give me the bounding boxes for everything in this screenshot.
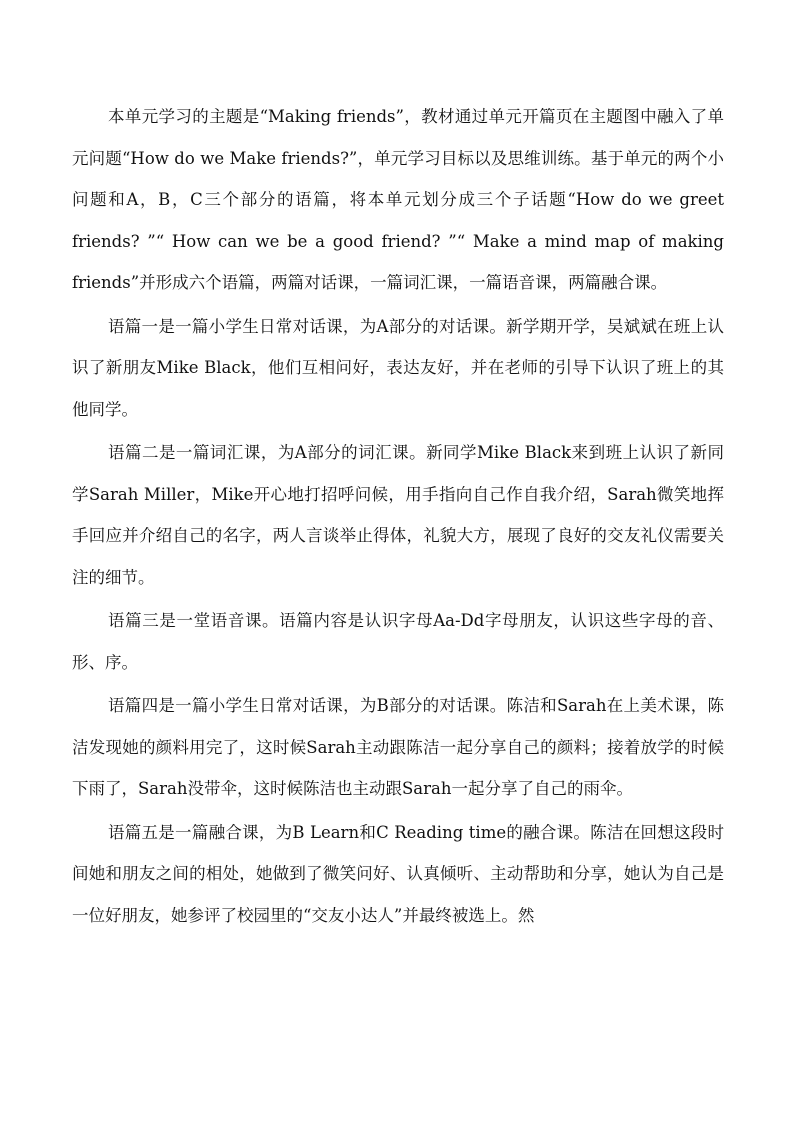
paragraph-text-four: 语篇四是一篇小学生日常对话课，为B部分的对话课。陈洁和Sarah在上美术课，陈洁发现她的颜料用完了，这时候Sarah主动跟陈洁一起分享自己的颜料；接着放学的时候下雨了，Sarah没带伞，这时候陈洁也主动跟Sarah一起分享了自己的雨伞。 (72, 696, 724, 798)
paragraph-unit-theme: 本单元学习的主题是“Making friends”，教材通过单元开篇页在主题图中融入了单元问题“How do we Make friends?”，单元学习目标以及思维训练。基于单元的两个小问题和A，B，C三个部分的语篇，将本单元划分成三个子话题“How do we greet friends? ”“ How can we be a good friend? ”“ Make a mind map of making friends”并形成六个语篇，两篇对话课，一篇词汇课，一篇语音课，两篇融合课。 (72, 107, 724, 292)
paragraph-text-five: 语篇五是一篇融合课，为B Learn和C Reading time的融合课。陈洁在回想这段时间她和朋友之间的相处，她做到了微笑问好、认真倾听、主动帮助和分享，她认为自己是一位好朋友，她参评了校园里的“交友小达人”并最终被选上。然 (72, 822, 724, 925)
paragraph-text-one: 语篇一是一篇小学生日常对话课，为A部分的对话课。新学期开学，吴斌斌在班上认识了新朋友Mike Black，他们互相问好，表达友好，并在老师的引导下认识了班上的其他同学。 (72, 316, 724, 419)
paragraph-text-two: 语篇二是一篇词汇课，为A部分的词汇课。新同学Mike Black来到班上认识了新同学Sarah Miller，Mike开心地打招呼问候，用手指向自己作自我介绍，Sarah微笑地挥手回应并介绍自己的名字，两人言谈举止得体，礼貌大方，展现了良好的交友礼仪需要关注的细节。 (72, 443, 724, 587)
paragraph-text-three: 语篇三是一堂语音课。语篇内容是认识字母Aa-Dd字母朋友，认识这些字母的音、形、序。 (72, 611, 724, 672)
document-page (72, 96, 724, 938)
